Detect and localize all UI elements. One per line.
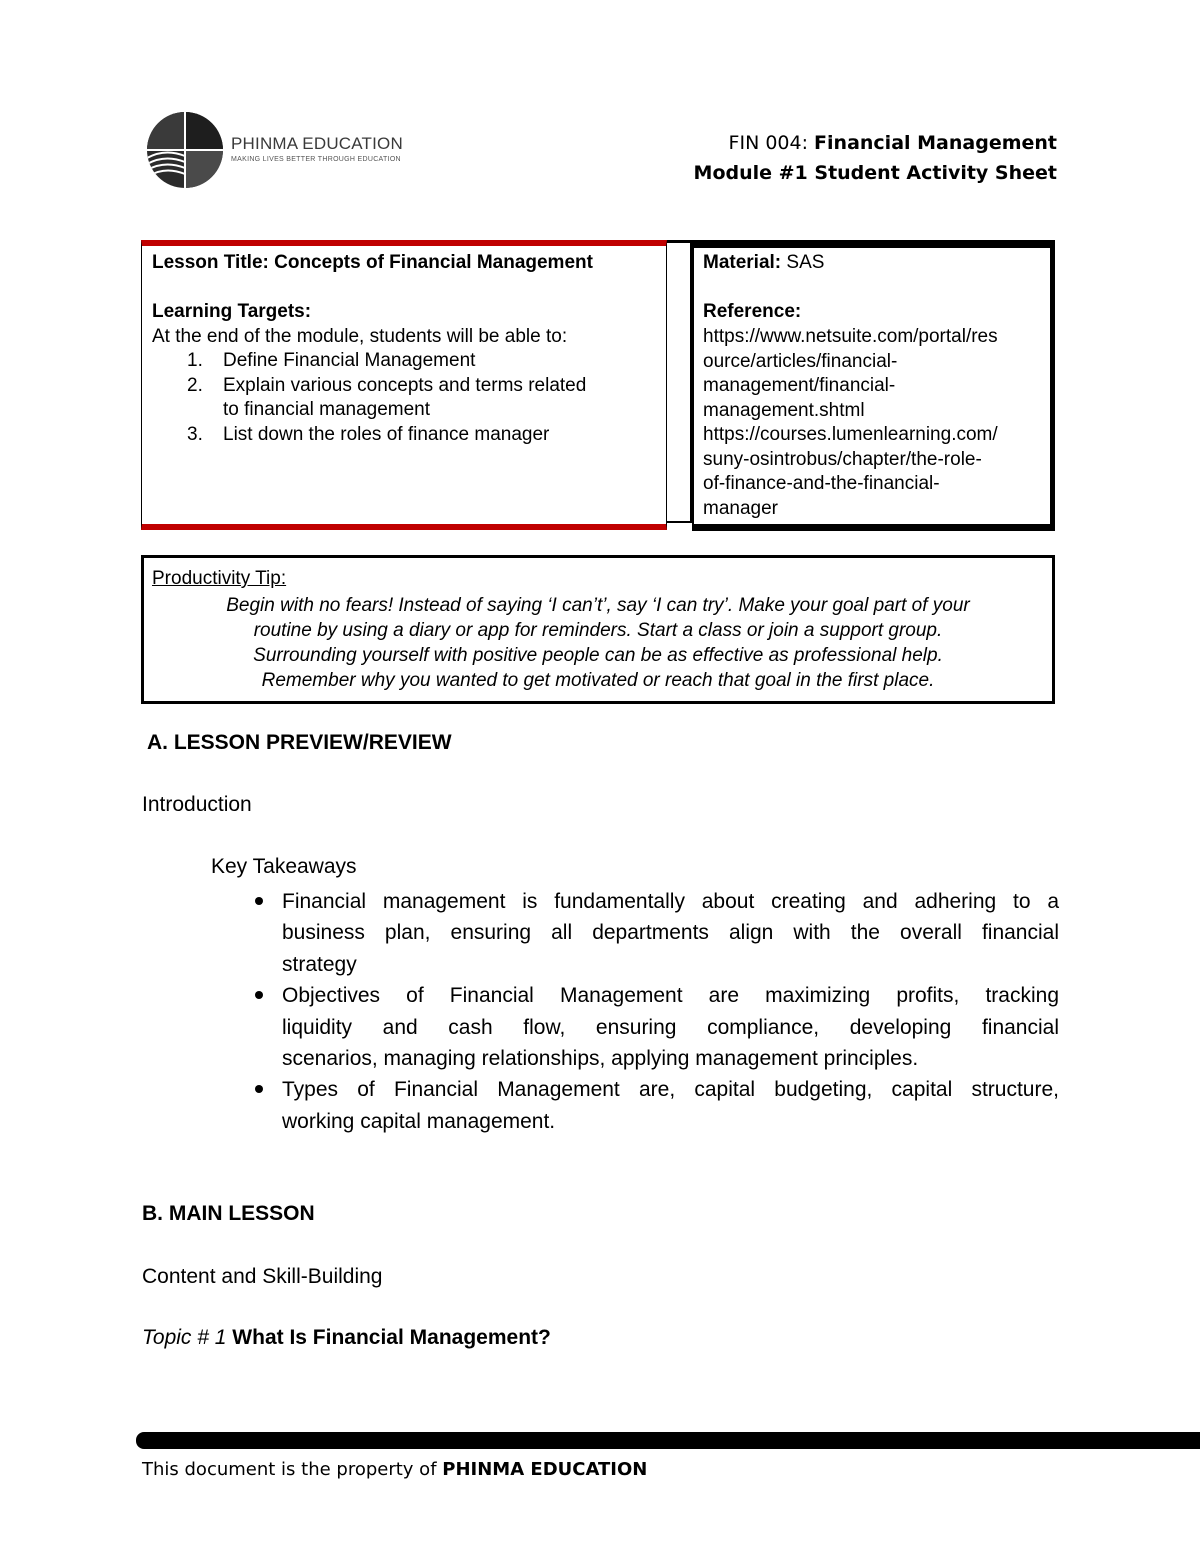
reference-line: https://www.netsuite.com/portal/res <box>703 326 998 347</box>
key-takeaways-label: Key Takeaways <box>211 855 357 878</box>
section-a-heading: A. LESSON PREVIEW/REVIEW <box>147 731 452 754</box>
reference-line: ource/articles/financial- <box>703 350 898 372</box>
section-b-heading: B. MAIN LESSON <box>142 1202 315 1225</box>
topic-title: What Is Financial Management? <box>232 1326 551 1349</box>
course-name: Financial Management <box>814 132 1057 154</box>
material-label: Material: <box>703 252 782 273</box>
course-heading <box>729 132 1057 154</box>
reference-line: of-finance-and-the-financial- <box>703 473 940 494</box>
tip-line: routine by using a diary or app for reminders. Start a class or join a support group. <box>253 620 943 641</box>
lesson-title-label: Lesson Title: <box>152 252 269 273</box>
lesson-title-value: Concepts of Financial Management <box>274 252 593 273</box>
key-takeaways-list <box>255 886 1059 1137</box>
footer-prefix: This document is the property of <box>142 1459 437 1480</box>
course-code: FIN 004: <box>728 132 808 154</box>
logo-name: PHINMA EDUCATION <box>231 134 403 153</box>
content-label: Content and Skill-Building <box>142 1265 383 1288</box>
box-divider <box>667 240 692 523</box>
productivity-tip-text <box>141 593 1055 693</box>
learning-targets-list <box>152 349 652 447</box>
learning-target-item: 3. List down the roles of finance manager <box>187 423 550 445</box>
material-value: SAS <box>786 252 825 273</box>
phinma-logo <box>145 110 405 192</box>
learning-target-item: 2. Explain various concepts and terms related to financial management <box>187 374 587 420</box>
takeaway-item: Objectives of Financial Management are maximizing profits, tracking liquidity and cash flow, ensuring compliance, developing financial scenarios, managing relationships, applying management principles. <box>255 980 1059 1074</box>
reference-line: manager <box>703 497 778 519</box>
footer-bar <box>136 1432 1200 1449</box>
reference-line: management/financial- <box>703 375 896 396</box>
material <box>703 251 824 276</box>
topic-heading <box>142 1326 551 1350</box>
tip-line: Surrounding yourself with positive people can be as effective as professional help. <box>253 645 943 666</box>
tip-line: Begin with no fears! Instead of saying ‘I can’t’, say ‘I can try’. Make your goal part of your <box>226 595 970 616</box>
takeaway-item: Types of Financial Management are, capital budgeting, capital structure, working capital management. <box>255 1074 1059 1137</box>
productivity-tip-label: Productivity Tip: <box>152 568 287 589</box>
learning-targets-intro: At the end of the module, students will be able to: <box>152 326 568 347</box>
learning-targets-heading: Learning Targets: <box>152 301 312 322</box>
learning-target-item: 1. Define Financial Management <box>187 350 476 371</box>
reference-heading: Reference: <box>703 301 802 322</box>
lesson-title <box>152 251 593 276</box>
introduction-label: Introduction <box>142 793 252 816</box>
reference-line: management.shtml <box>703 399 865 421</box>
footer-text <box>142 1459 647 1480</box>
topic-prefix: Topic # 1 <box>142 1326 227 1349</box>
tip-line: Remember why you wanted to get motivated or reach that goal in the first place. <box>261 670 935 691</box>
reference-links <box>703 325 1048 521</box>
footer-owner: PHINMA EDUCATION <box>442 1459 648 1480</box>
reference-line: https://courses.lumenlearning.com/ <box>703 424 998 445</box>
logo-tagline: MAKING LIVES BETTER THROUGH EDUCATION <box>231 156 401 163</box>
phinma-emblem-icon <box>145 110 227 192</box>
takeaway-item: Financial management is fundamentally about creating and adhering to a business plan, ensuring all departments align with the overall financial strategy <box>255 886 1059 980</box>
reference-line: suny-osintrobus/chapter/the-role- <box>703 448 982 470</box>
sheet-title: Module #1 Student Activity Sheet <box>693 162 1057 184</box>
